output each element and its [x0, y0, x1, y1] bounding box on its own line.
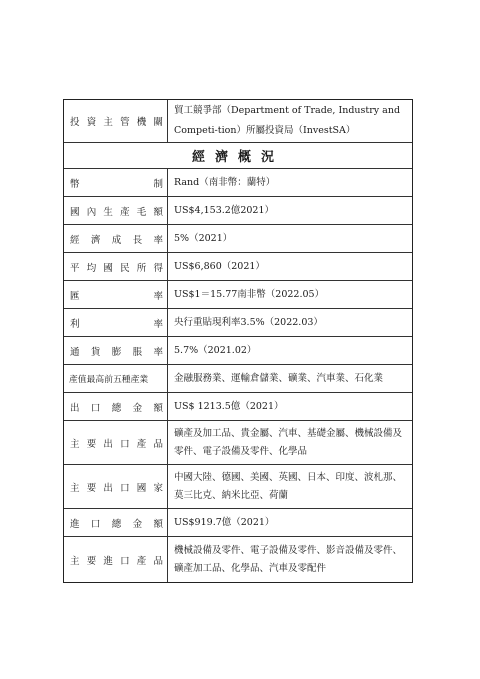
row-value: 5%（2021） — [174, 232, 233, 244]
row-label: 主 要 出 口 國 家 — [64, 465, 168, 508]
row-value: US$4,153.2億2021） — [174, 204, 274, 216]
row-label: 匯 率 — [64, 281, 168, 308]
row-value: 金融服務業、運輸倉儲業、礦業、汽車業、石化業 — [174, 372, 384, 384]
row-label: 經 濟 成 長 率 — [64, 225, 168, 252]
row-value: Rand（南非幣：蘭特） — [174, 176, 276, 188]
table-row — [64, 392, 412, 420]
section-heading: 經濟概況 — [64, 142, 412, 168]
row-label: 平 均 國 民 所 得 — [64, 253, 168, 280]
row-value: 中國大陸、德國、美國、英國、日本、印度、波札那、莫三比克、納米比亞、荷蘭 — [174, 471, 403, 501]
row-value: 貿工競爭部（Department of Trade, Industry and Competi-tion）所屬投資局（InvestSA） — [174, 105, 401, 136]
table-row — [64, 280, 412, 308]
row-label: 利 率 — [64, 309, 168, 336]
row-value: 央行重貼現利率3.5%（2022.03） — [174, 316, 323, 328]
row-label: 通 貨 膨 脹 率 — [64, 337, 168, 364]
row-label: 主 要 進 口 產 品 — [64, 537, 168, 582]
table-row — [64, 252, 412, 280]
table-row — [64, 100, 412, 142]
table-row — [64, 336, 412, 364]
row-label: 投 資 主 管 機 關 — [64, 100, 168, 142]
row-value: US$1＝15.77南非幣（2022.05） — [174, 288, 325, 300]
table-row — [64, 308, 412, 336]
table-row — [64, 508, 412, 536]
row-value: 5.7%（2021.02） — [174, 344, 257, 356]
table-row — [64, 168, 412, 196]
table-row — [64, 420, 412, 464]
row-label: 進 口 總 金 額 — [64, 509, 168, 536]
row-label: 產值最高前五種產業 — [64, 365, 168, 392]
table-row — [64, 464, 412, 508]
table-row — [64, 196, 412, 224]
row-value: US$919.7億（2021） — [174, 516, 275, 528]
row-value: 機械設備及零件、電子設備及零件、影音設備及零件、礦產加工品、化學品、汽車及零配件 — [174, 544, 403, 574]
table-row — [64, 536, 412, 582]
table-row — [64, 224, 412, 252]
row-label: 主 要 出 口 產 品 — [64, 421, 168, 464]
table-row — [64, 364, 412, 392]
row-label: 幣 制 — [64, 169, 168, 196]
row-value: 礦產及加工品、貴金屬、汽車、基礎金屬、機械設備及零件、電子設備及零件、化學品 — [174, 427, 403, 457]
row-value: US$6,860（2021） — [174, 260, 265, 272]
investment-info-table — [63, 99, 413, 583]
row-label: 國 內 生 產 毛 額 — [64, 197, 168, 224]
row-label: 出 口 總 金 額 — [64, 393, 168, 420]
row-value: US$ 1213.5億（2021） — [174, 400, 284, 412]
